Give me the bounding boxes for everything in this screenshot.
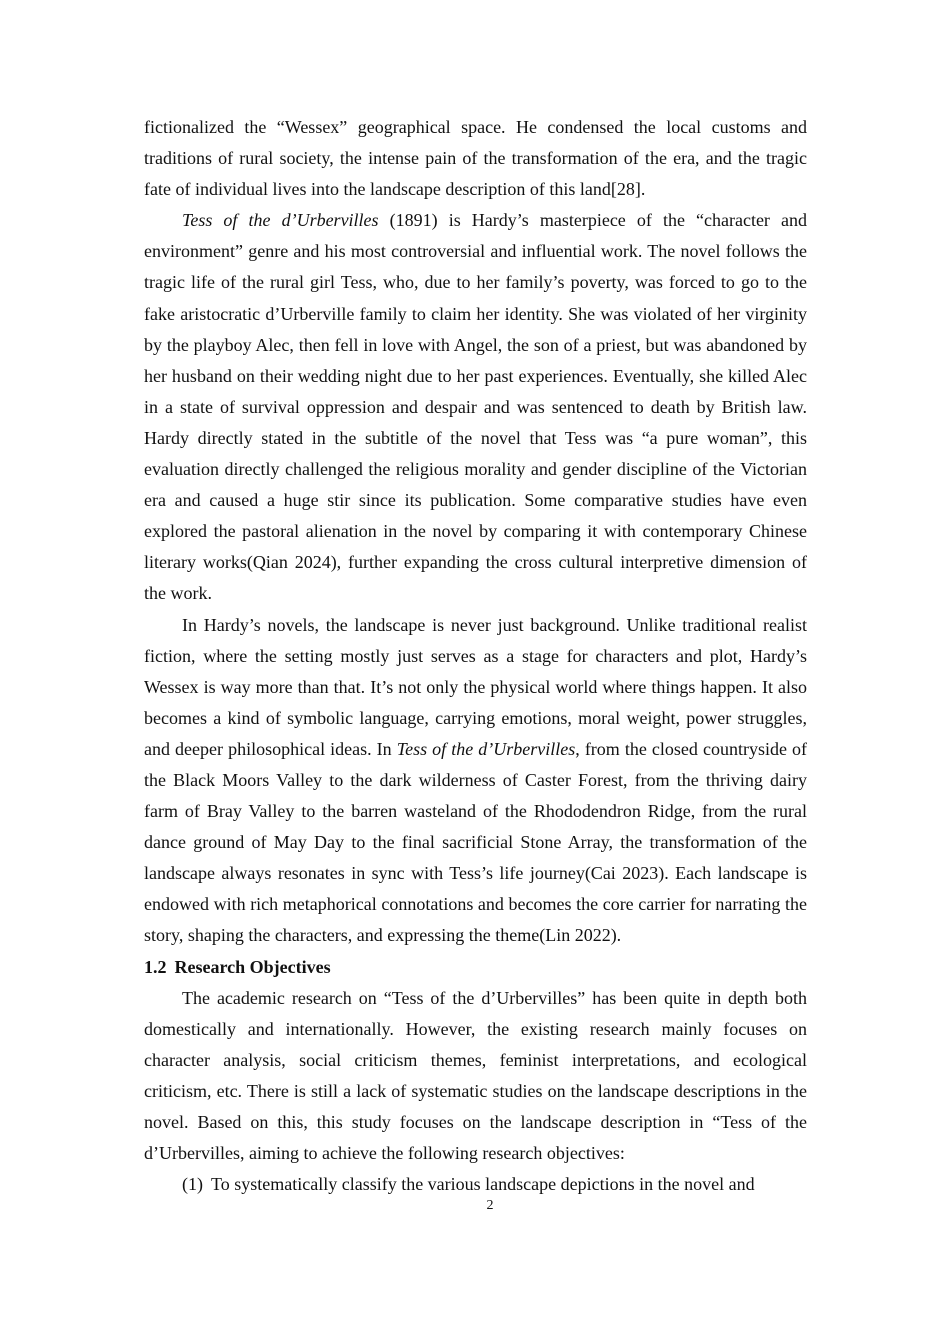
- section-number: 1.2: [144, 956, 167, 977]
- paragraph-landscape-rest: , from the closed countryside of the Black Moors Valley to the dark wilderness of Caster Forest, from the thriving dairy farm of Bray Valley to the barren wasteland of the Rhododendron Ridge, from the rural dance ground of May Day to the final sacrificial Stone Array, the transformation of the landscape always resonates in sync with Tess’s life journey(Cai 2023). Each landscape is endowed with rich metaphorical connotations and becomes the core carrier for narrating the story, shaping the characters, and expressing the theme(Lin 2022).: [144, 738, 807, 946]
- paragraph-tess-overview: [144, 205, 807, 609]
- page-number: 2: [486, 1198, 494, 1213]
- section-title: Research Objectives: [174, 956, 331, 977]
- section-heading: [144, 952, 807, 983]
- document-body: [144, 112, 807, 1200]
- paragraph-landscape: [144, 610, 807, 952]
- list-item: [144, 1169, 807, 1200]
- novel-title-italic: Tess of the d’Urbervilles: [182, 210, 379, 231]
- paragraph-research: The academic research on “Tess of the d’Urbervilles” has been quite in depth both domestically and internationally. However, the existing research mainly focuses on character analysis, social criticism themes, feminist interpretations, and ecological criticism, etc. There is still a lack of systematic studies on the landscape descriptions in the novel. Based on this, this study focuses on the landscape description in “Tess of the d’Urbervilles, aiming to achieve the following research objectives:: [144, 987, 807, 1164]
- novel-title-italic: Tess of the d’Urbervilles: [396, 738, 576, 759]
- paragraph-tess-overview-text: (1891) is Hardy’s masterpiece of the “character and environment” genre and his most controversial and influential work. The novel follows the tragic life of the rural girl Tess, who, due to her family’s poverty, was forced to go to the fake aristocratic d’Urberville family to claim her identity. She was violated of her virginity by the playboy Alec, then fell in love with Angel, the son of a priest, but was abandoned by her husband on their wedding night due to her past experiences. Eventually, she killed Alec in a state of survival oppression and despair and was sentenced to death by British law. Hardy directly stated in the subtitle of the novel that Tess was “a pure woman”, this evaluation directly challenged the religious morality and gender discipline of the Victorian era and caused a huge stir since its publication. Some comparative studies have even explored the pastoral alienation in the novel by comparing it with contemporary Chinese literary works(Qian 2024), further expanding the cross cultural interpretive dimension of the work.: [144, 210, 807, 604]
- paragraph-landscape-start: In Hardy’s novels, the landscape is never just background. Unlike traditional realist fiction, where the setting mostly just serves as a stage for characters and plot, Hardy’s Wessex is way more than that. It’s not only the physical world where things happen. It also becomes a kind of symbolic language, carrying emotions, moral weight, power struggles, and deeper philosophical ideas. In: [144, 614, 807, 759]
- list-marker: (1): [182, 1174, 203, 1195]
- paragraph-wessex: fictionalized the “Wessex” geographical space. He condensed the local customs and traditions of rural society, the intense pain of the transformation of the era, and the tragic fate of individual lives into the landscape description of this land[28].: [144, 117, 807, 200]
- list-item-text: To systematically classify the various landscape depictions in the novel and: [211, 1174, 755, 1195]
